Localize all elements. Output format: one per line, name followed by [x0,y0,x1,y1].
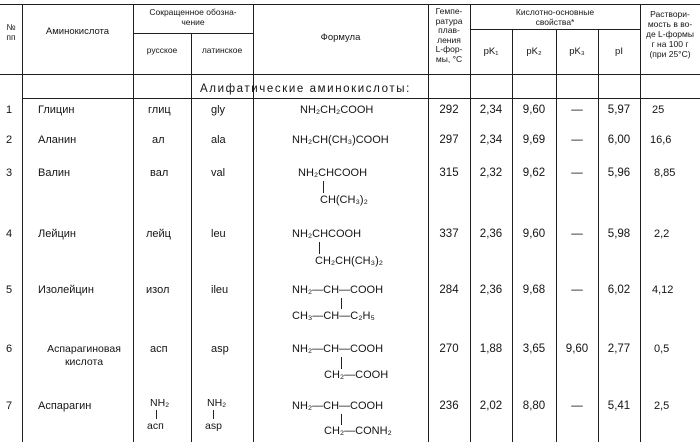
formula-valine-side: CH(CH₃)₂ [320,194,368,206]
rule-acid-split [470,29,640,30]
formula-leucine-side: CH₂CH(CH₃)₂ [315,255,384,267]
row-4-pi: 5,98 [607,228,631,240]
header-acid-base: Кислотно-основные свойства* [515,7,595,27]
row-3-pk3: — [571,167,583,179]
row-5-rus: изол [146,284,170,296]
header-amino-acid: Аминокислота [45,26,110,37]
formula-leucine-main: NH₂CHCOOH [292,228,362,240]
formula-glycine: NH₂CH₂COOH [300,104,374,116]
row-2-name: Аланин [38,134,77,146]
rule-top [0,4,700,5]
col-line-9 [598,29,599,442]
col-line-1 [22,4,23,442]
row-7-pi: 5,41 [607,400,631,412]
row-4-solubility: 2,2 [654,228,670,240]
row-4-name: Лейцин [38,228,77,240]
formula-isoleucine-bond [341,298,342,309]
formula-asparagine-bond [341,414,342,425]
row-4-pk1: 2,36 [479,228,503,240]
row-6-no: 6 [6,343,13,355]
formula-aspartic-side: CH₂—COOH [324,369,389,381]
header-no: № пп [6,22,16,42]
row-2-pk3: — [571,134,583,146]
row-7-lat-bond [213,410,214,419]
row-7-pk3: — [571,400,583,412]
header-formula: Формула [320,32,361,43]
rule-header-bottom [0,74,700,75]
row-4-pk2: 9,60 [522,228,546,240]
row-3-lat: val [211,167,226,179]
row-2-lat: ala [211,134,226,146]
row-3-name: Валин [38,167,71,179]
row-3-melt: 315 [439,167,459,179]
row-4-pk3: — [571,228,583,240]
row-2-rus: ал [152,134,165,146]
row-6-lat: asp [211,343,229,355]
row-6-solubility: 0,5 [654,343,670,355]
row-5-solubility: 4,12 [652,284,674,296]
header-pk1: pK₁ [483,46,499,57]
formula-valine-bond [323,181,324,193]
row-2-no: 2 [6,134,13,146]
header-solubility: Раствори- мость в во- де L-формы г на 100 г (при 25°С) [645,9,694,59]
row-2-pk1: 2,34 [479,134,503,146]
header-abbreviation: Сокращенное обозна- чение [149,7,237,27]
formula-alanine: NH₂CH(CH₃)COOH [292,134,389,146]
header-pi: pI [615,46,623,57]
row-1-pk3: — [571,104,583,116]
row-7-no: 7 [6,400,13,412]
row-6-pk3: 9,60 [565,343,589,355]
formula-aspartic-bond [341,357,342,369]
row-7-solubility: 2,5 [654,400,670,412]
row-1-rus: глиц [148,104,171,116]
row-5-pk2: 9,68 [522,284,546,296]
col-line-10 [640,4,641,442]
row-7-name: Аспарагин [38,400,92,412]
rule-abbr-split [133,33,253,34]
col-line-2 [133,4,134,442]
row-2-melt: 297 [439,134,459,146]
formula-aspartic-main: NH₂—CH—COOH [292,343,384,355]
formula-leucine-bond [319,242,320,254]
row-3-no: 3 [6,167,13,179]
row-4-rus: лейц [146,228,171,240]
section-title: Алифатические аминокислоты: [200,83,411,95]
row-7-rus-amine: NH₂ [150,397,170,409]
row-6-pk2: 3,65 [522,343,546,355]
formula-valine-main: NH₂CHCOOH [298,167,368,179]
header-russian: русское [146,45,178,55]
row-7-rus-bond [156,410,157,419]
row-5-pk3: — [571,284,583,296]
row-7-lat: asp [205,420,222,432]
row-6-rus: асп [150,343,168,355]
row-3-pk2: 9,62 [522,167,546,179]
header-pk3: pK₃ [569,46,585,57]
row-2-pk2: 9,69 [522,134,546,146]
row-2-solubility: 16,6 [650,134,672,146]
row-3-pi: 5,96 [607,167,631,179]
col-line-3 [191,33,192,442]
row-4-no: 4 [6,228,13,240]
row-2-pi: 6,00 [607,134,631,146]
row-1-melt: 292 [439,104,459,116]
col-line-5 [428,4,429,442]
col-line-4 [253,4,254,442]
col-line-8 [556,29,557,442]
row-5-name: Изолейцин [38,284,94,296]
header-melting-point: Гемпе- ратура плав- ления L-фор- мы, °С [435,6,463,64]
formula-asparagine-main: NH₂—CH—COOH [292,400,384,412]
col-line-7 [512,29,513,442]
row-6-pi: 2,77 [607,343,631,355]
row-1-solubility: 25 [652,104,665,116]
row-7-lat-amine: NH₂ [207,397,227,409]
row-4-melt: 337 [439,228,459,240]
row-1-name: Глицин [38,104,75,116]
row-7-pk2: 8,80 [522,400,546,412]
row-3-pk1: 2,32 [479,167,503,179]
row-5-pk1: 2,36 [479,284,503,296]
header-latin: латинское [201,45,243,55]
formula-asparagine-side: CH₂—CONH₂ [324,425,392,437]
row-1-pk2: 9,60 [522,104,546,116]
row-5-pi: 6,02 [607,284,631,296]
row-3-rus: вал [150,167,169,179]
col-line-6 [470,4,471,442]
row-7-pk1: 2,02 [479,400,503,412]
formula-isoleucine-side: CH₃—CH—C₂H₅ [292,310,375,322]
header-pk2: pK₂ [526,46,542,57]
row-4-lat: leu [211,228,226,240]
row-6-melt: 270 [439,343,459,355]
row-5-lat: ileu [211,284,229,296]
row-7-melt: 236 [439,400,459,412]
row-1-pk1: 2,34 [479,104,503,116]
row-1-lat: gly [211,104,226,116]
row-6-pk1: 1,88 [479,343,503,355]
row-5-no: 5 [6,284,13,296]
row-6-name: Аспарагиновая кислота [47,343,121,368]
row-5-melt: 284 [439,284,459,296]
row-1-pi: 5,97 [607,104,631,116]
formula-isoleucine-main: NH₂—CH—COOH [292,284,384,296]
row-7-rus: асп [147,420,164,432]
row-3-solubility: 8,85 [654,167,676,179]
row-1-no: 1 [6,104,13,116]
